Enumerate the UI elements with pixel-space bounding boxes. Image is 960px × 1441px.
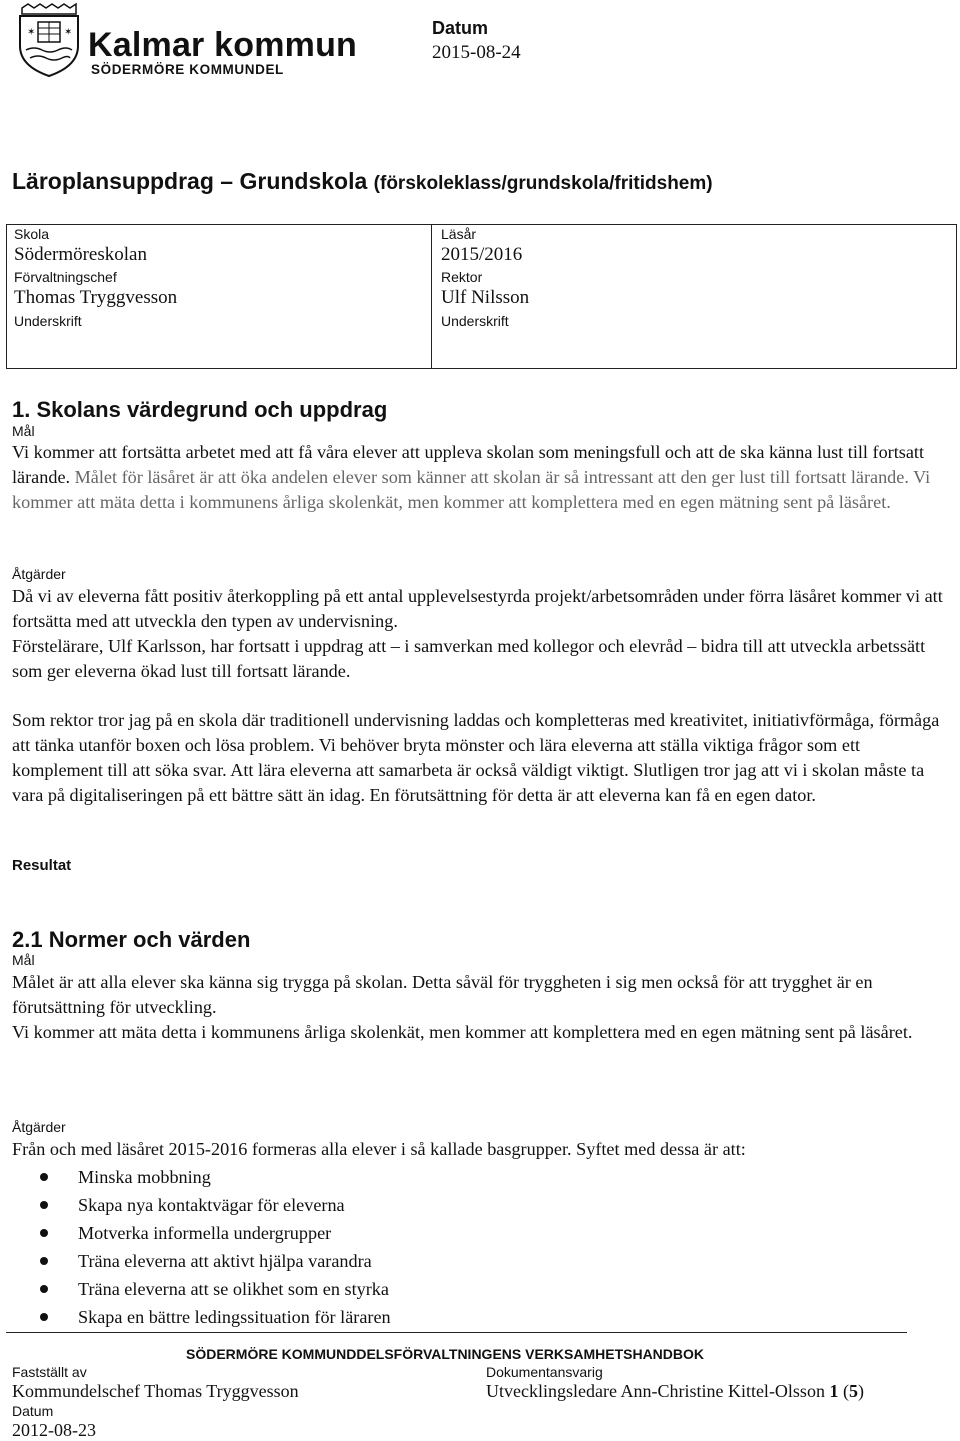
skola-label: Skola — [14, 226, 50, 242]
bullet-icon — [40, 1173, 48, 1181]
date-label: Datum — [432, 18, 489, 38]
footer-dokansvarig-value: Utvecklingsledare Ann-Christine Kittel-Olsson — [486, 1381, 825, 1401]
section1-atgarder-p1: Då vi av eleverna fått positiv återkoppling på ett antal upplevelsestyrda projekt/arbetsområden under förra läsåret kommer vi att fortsätta med att utveckla den typen av undervisning. — [12, 586, 943, 631]
section1-mal-p1: Vi kommer att fortsätta arbetet med att få våra elever att uppleva skolan som meningsfull och att de ska känna lust till fortsatt lärande. — [12, 442, 925, 487]
footer-dokansvarig-label: Dokumentansvarig — [486, 1364, 603, 1380]
org-subtitle: SÖDERMÖRE KOMMUNDEL — [91, 62, 284, 77]
section1-mal-p3: Vi kommer att mäta detta i kommunens årliga skolenkät, men kommer att komplettera med en egen mätning sent på läsåret. — [12, 467, 931, 512]
chef-value: Thomas Tryggvesson — [14, 287, 178, 308]
section1-mal-text — [12, 440, 948, 515]
list-item: Skapa en bättre ledingssituation för läraren — [40, 1303, 391, 1331]
section1-atgarder-p3: Som rektor tror jag på en skola där traditionell undervisning laddas och kompletteras med kreativitet, initiativförmåga, förmåga att tänka utanför boxen och lösa problem. Vi behöver bryta mönster och lära eleverna att ställa viktiga frågor som ett komplement till att söka svar. Att lära eleverna att samarbeta är också väldigt viktigt. Slutligen tror jag att vi i skolan måste ta vara på digitaliseringen på ett bättre sätt än idag. En förutsättning för detta är att eleverna kan få en egen dator. — [12, 710, 940, 805]
section2-heading: 2.1 Normer och värden — [12, 927, 251, 952]
footer-handbook-title: SÖDERMÖRE KOMMUNDDELSFÖRVALTNINGENS VERKSAMHETSHANDBOK — [186, 1346, 705, 1362]
footer-divider — [6, 1332, 907, 1333]
page-total: 5 — [848, 1381, 858, 1401]
list-item: Motverka informella undergrupper — [40, 1219, 391, 1247]
list-item: Träna eleverna att se olikhet som en styrka — [40, 1275, 391, 1303]
svg-text:✶: ✶ — [64, 27, 73, 38]
section1-mal-p2: Målet för läsåret är att öka andelen elever som känner att skolan är så intressant att den ger lust till fortsatt lärande. — [74, 467, 909, 487]
footer-dokansvarig-row: Utvecklingsledare Ann-Christine Kittel-Olsson 1 (5) — [486, 1381, 864, 1401]
section1-atgarder-p2: Förstelärare, Ulf Karlsson, har fortsatt i uppdrag att – i samverkan med kollegor och elevråd – bidra till att utveckla arbetssätt som ger eleverna ökad lust till fortsatt lärande. — [12, 636, 926, 681]
date-value: 2015-08-24 — [432, 42, 521, 63]
section2-atgarder-label: Åtgärder — [12, 1119, 66, 1135]
bullet-icon — [40, 1257, 48, 1265]
section1-mal-label: Mål — [12, 423, 35, 439]
rektor-value: Ulf Nilsson — [441, 287, 530, 308]
org-name: Kalmar kommun — [88, 26, 358, 64]
section2-atgarder-intro: Från och med läsåret 2015-2016 formeras alla elever i så kallade basgrupper. Syftet med dessa är att: — [12, 1139, 746, 1159]
signature-label-left: Underskrift — [14, 313, 82, 329]
bullet-icon — [40, 1229, 48, 1237]
footer-datum-value: 2012-08-23 — [12, 1420, 96, 1440]
title-main: Läroplansuppdrag – Grundskola — [12, 168, 368, 194]
bullet-icon — [40, 1201, 48, 1209]
section1-resultat-label: Resultat — [12, 857, 72, 874]
footer-datum-label: Datum — [12, 1403, 54, 1419]
section2-mal-label: Mål — [12, 952, 35, 968]
coat-of-arms-icon — [14, 0, 84, 78]
list-item: Skapa nya kontaktvägar för eleverna — [40, 1191, 391, 1219]
svg-text:✶: ✶ — [27, 27, 36, 38]
skola-value: Södermöreskolan — [14, 244, 147, 265]
rektor-label: Rektor — [441, 269, 483, 285]
section2-mal-p1: Målet är att alla elever ska känna sig trygga på skolan. Detta såväl för tryggheten i sig men också för att trygghet är en förutsättning för utveckling. — [12, 972, 873, 1017]
list-item: Minska mobbning — [40, 1163, 391, 1191]
lasar-value: 2015/2016 — [441, 244, 523, 265]
page-number: 1 — [829, 1381, 839, 1401]
signature-label-right: Underskrift — [441, 313, 509, 329]
basgrupp-list — [40, 1163, 391, 1331]
document-title — [12, 168, 713, 195]
footer-faststallt-value: Kommundelschef Thomas Tryggvesson — [12, 1381, 299, 1401]
list-item: Träna eleverna att aktivt hjälpa varandra — [40, 1247, 391, 1275]
section1-heading: 1. Skolans värdegrund och uppdrag — [12, 397, 388, 422]
bullet-icon — [40, 1313, 48, 1321]
info-table-divider — [431, 224, 432, 369]
section2-mal-p2: Vi kommer att mäta detta i kommunens årliga skolenkät, men kommer att komplettera med en egen mätning sent på läsåret. — [12, 1022, 913, 1042]
chef-label: Förvaltningschef — [14, 269, 117, 285]
title-paren: (förskoleklass/grundskola/fritidshem) — [373, 173, 713, 194]
bullet-icon — [40, 1285, 48, 1293]
footer-faststallt-label: Fastställt av — [12, 1364, 87, 1380]
section1-atgarder-label: Åtgärder — [12, 566, 66, 582]
lasar-label: Läsår — [441, 226, 477, 242]
